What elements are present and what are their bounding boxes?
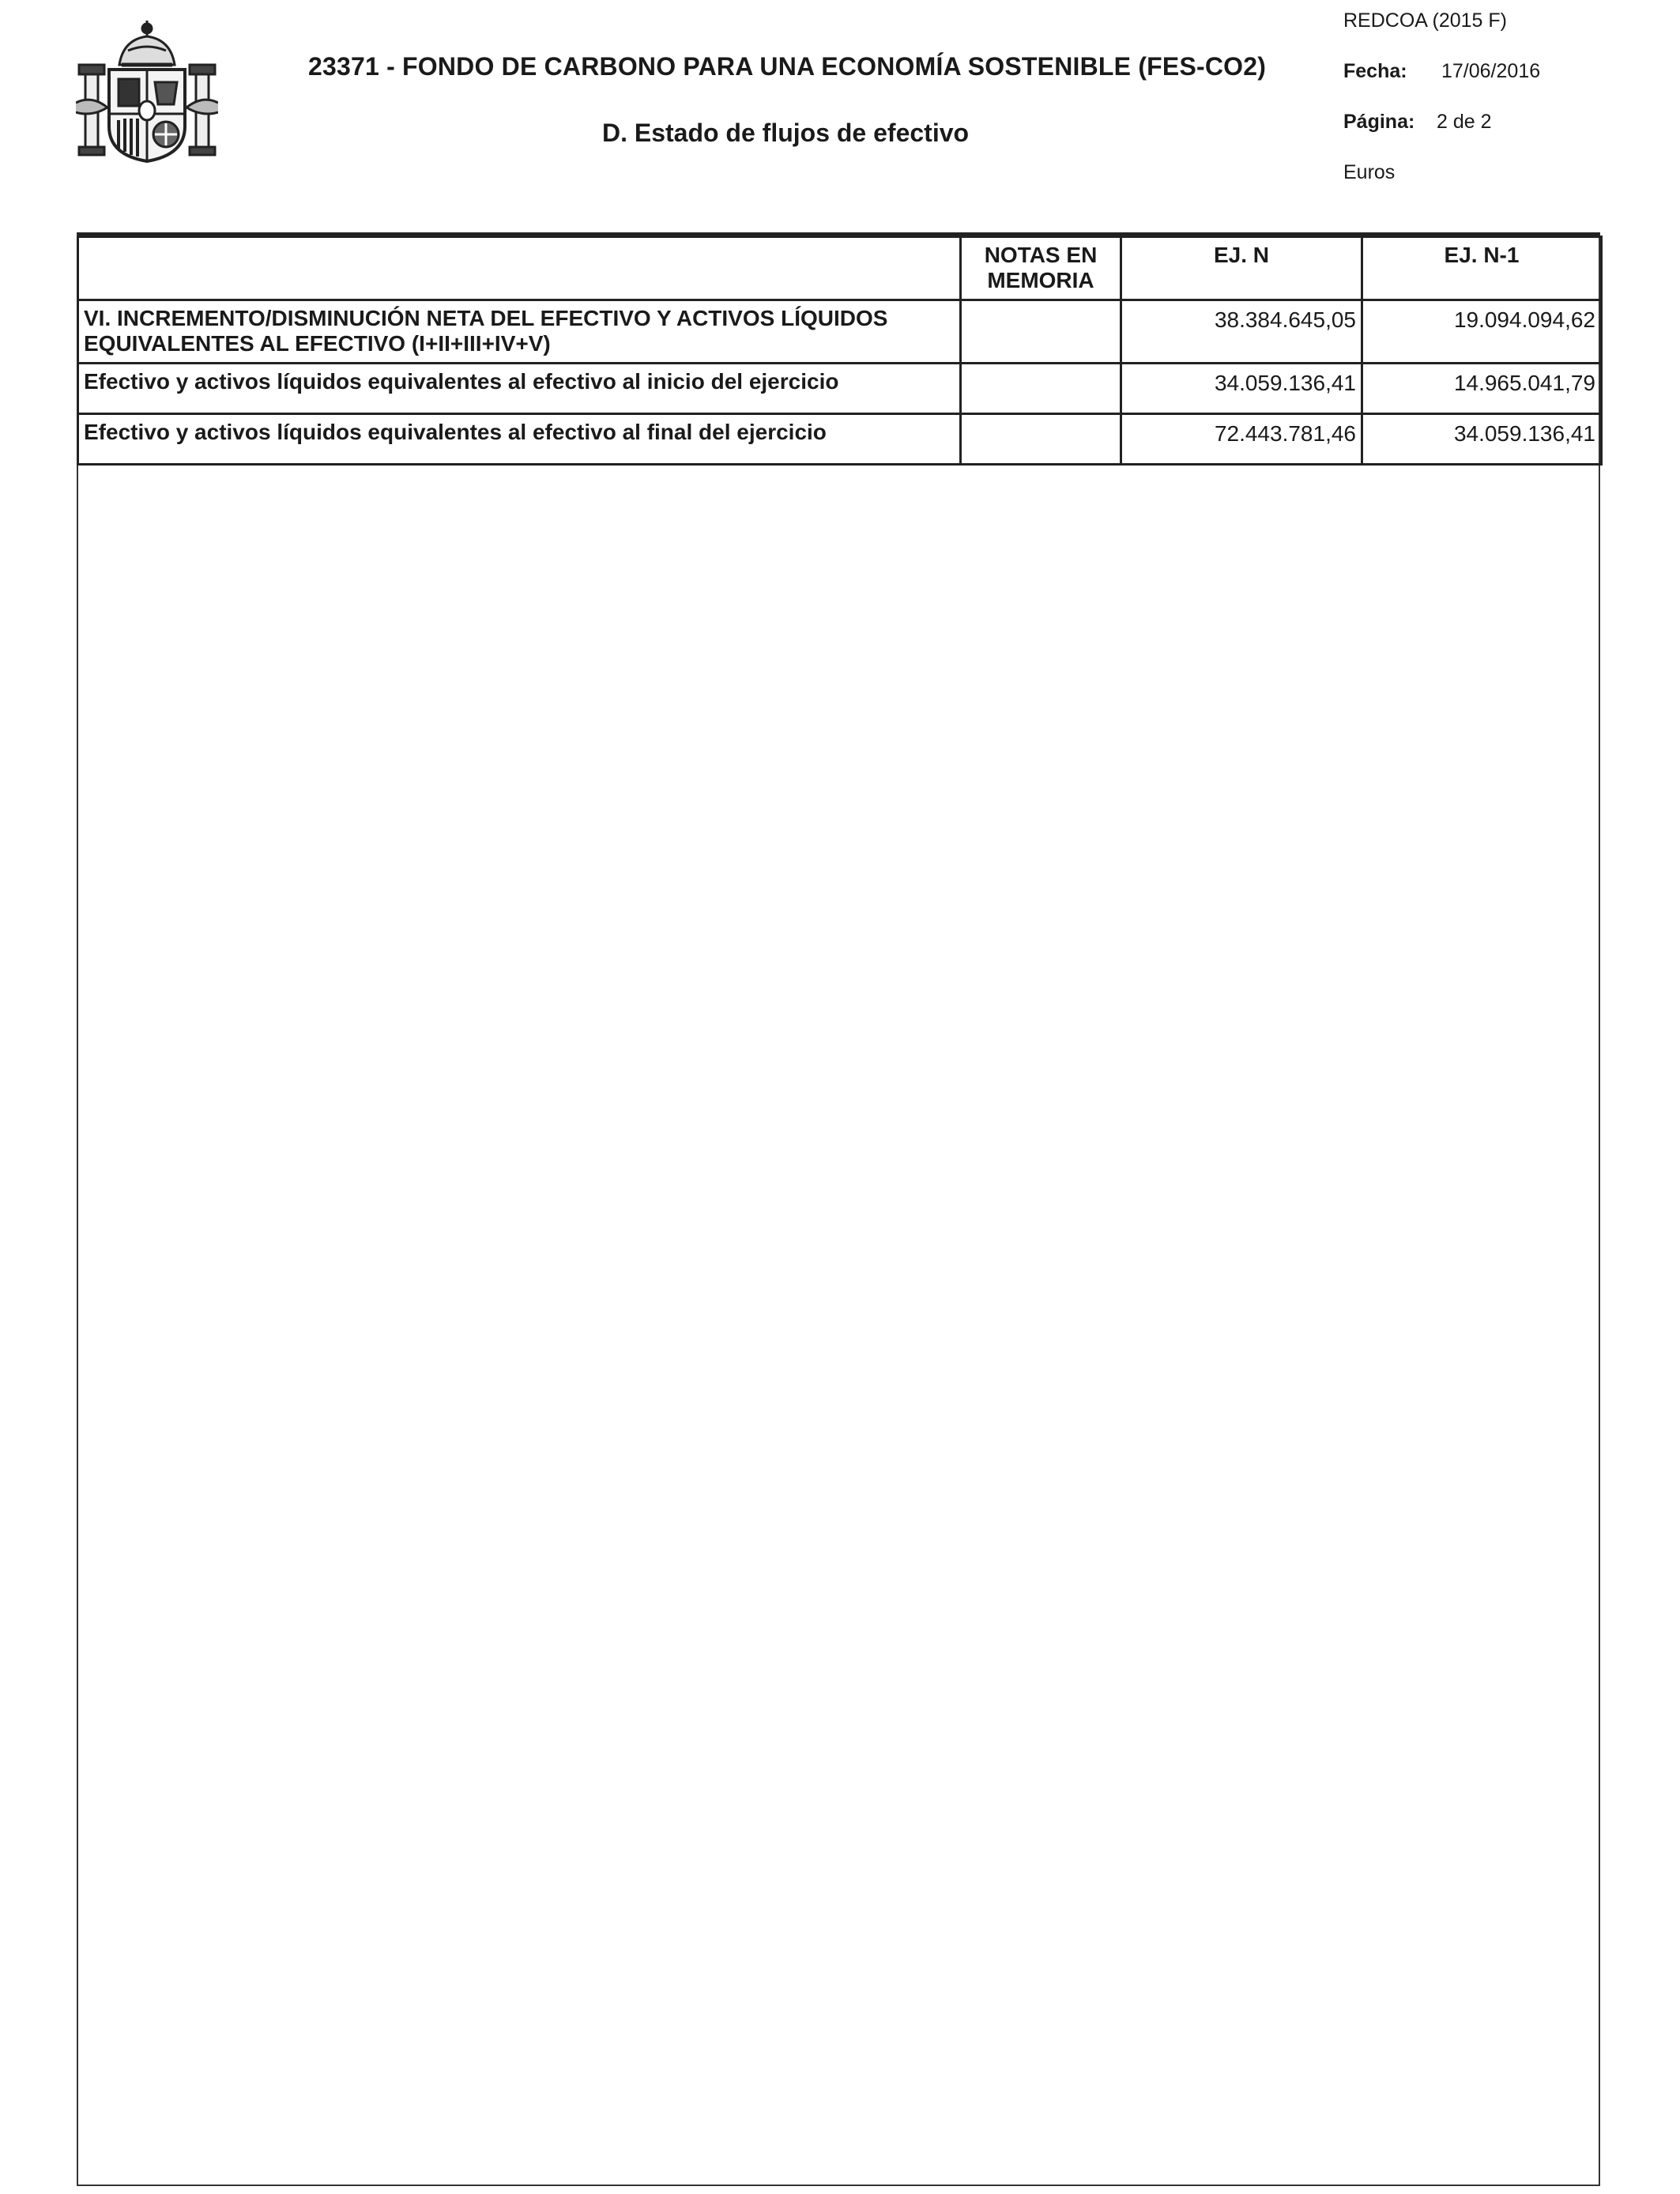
report-code: REDCOA (2015 F) (1343, 9, 1508, 32)
units-label: Euros (1343, 161, 1396, 183)
row-ej-n: 72.443.781,46 (1121, 414, 1362, 465)
table-row (78, 364, 1602, 414)
table-row (78, 414, 1602, 465)
pagina-row (1343, 111, 1492, 134)
row-ej-n1: 19.094.094,62 (1362, 300, 1602, 364)
fecha-value: 17/06/2016 (1441, 60, 1541, 82)
row-ej-n: 34.059.136,41 (1121, 364, 1362, 414)
fecha-label: Fecha: (1343, 60, 1407, 82)
row-label: VI. INCREMENTO/DISMINUCIÓN NETA DEL EFECTIVO Y ACTIVOS LÍQUIDOS EQUIVALENTES AL EFECTIVO (I+II+III+IV+V) (78, 300, 961, 364)
pagina-value: 2 de 2 (1437, 111, 1492, 133)
pagina-label: Página: (1343, 111, 1415, 133)
table-row (78, 300, 1602, 364)
header-notas: NOTAS EN MEMORIA (961, 237, 1121, 300)
row-ej-n: 38.384.645,05 (1121, 300, 1362, 364)
header-ej-n: EJ. N (1121, 237, 1362, 300)
row-label: Efectivo y activos líquidos equivalentes al efectivo al final del ejercicio (78, 414, 961, 465)
row-notas (961, 364, 1121, 414)
page-frame (77, 232, 1600, 2186)
row-ej-n1: 34.059.136,41 (1362, 414, 1602, 465)
document-title: 23371 - FONDO DE CARBONO PARA UNA ECONOMÍA SOSTENIBLE (FES-CO2) (308, 52, 1267, 81)
table-header-row (78, 237, 1602, 300)
row-notas (961, 300, 1121, 364)
header-description (78, 237, 961, 300)
fecha-row (1343, 60, 1541, 83)
header-ej-n1: EJ. N-1 (1362, 237, 1602, 300)
row-label: Efectivo y activos líquidos equivalentes al efectivo al inicio del ejercicio (78, 364, 961, 414)
subtitle-text: D. Estado de flujos de efectivo (601, 119, 970, 147)
row-notas (961, 414, 1121, 465)
row-ej-n1: 14.965.041,79 (1362, 364, 1602, 414)
cash-flow-table (77, 236, 1603, 466)
